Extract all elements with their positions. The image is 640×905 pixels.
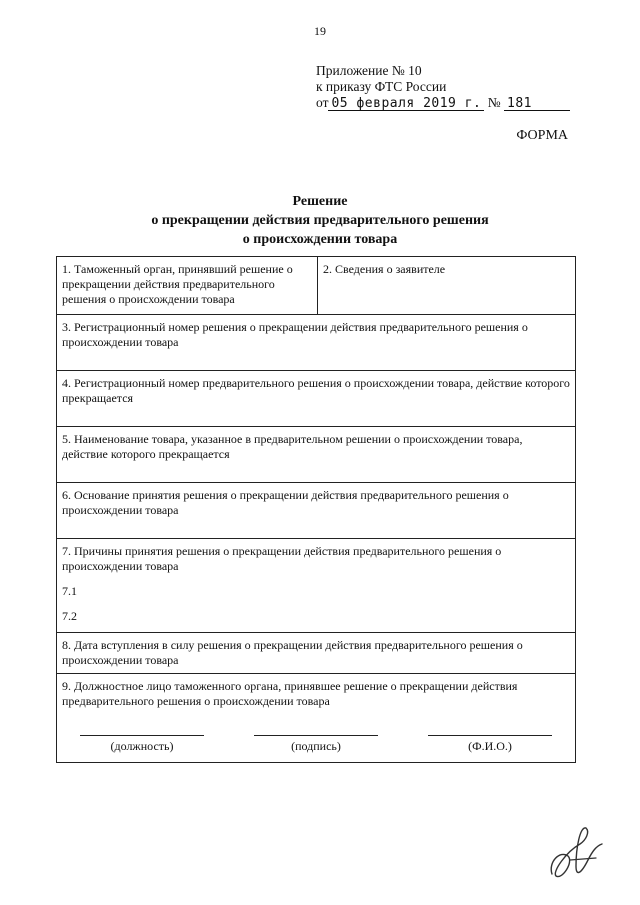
order-date: 05 февраля 2019 г. (328, 97, 484, 111)
field-8-label: 8. Дата вступления в силу решения о прекращении действия предварительного решения о происхождении товара (62, 638, 523, 667)
position-line (80, 735, 204, 736)
decision-form-table (56, 256, 576, 763)
title-line-2: о прекращении действия предварительного решения (151, 213, 489, 228)
position-caption: (должность) (110, 739, 174, 753)
page-number: 19 (314, 24, 326, 38)
field-7-2: 7.2 (62, 609, 77, 623)
field-goods-name (57, 427, 576, 483)
name-caption: (Ф.И.О.) (468, 739, 512, 753)
date-prefix: от (316, 95, 329, 110)
field-decision-number (57, 315, 576, 371)
signature-caption: (подпись) (291, 739, 341, 753)
document-title (0, 192, 640, 249)
number-prefix: № (487, 95, 501, 110)
appendix-date-line (316, 95, 570, 111)
field-7-label: 7. Причины принятия решения о прекращении действия предварительного решения о происхождении товара (62, 544, 502, 573)
order-number: 181 (504, 97, 570, 111)
handwritten-signature-mark (546, 822, 610, 884)
field-5-label: 5. Наименование товара, указанное в предварительном решении о происхождении товара, действие которого прекращается (62, 432, 523, 461)
field-4-label: 4. Регистрационный номер предварительного решения о происхождении товара, действие которого прекращается (62, 376, 570, 405)
position-signature-field (80, 735, 204, 754)
field-7-1: 7.1 (62, 584, 77, 598)
field-official (57, 674, 576, 763)
name-signature-field (428, 735, 552, 754)
field-preliminary-decision-number (57, 371, 576, 427)
field-2-label: 2. Сведения о заявителе (323, 262, 446, 276)
title-line-1: Решение (292, 194, 348, 209)
field-customs-authority (57, 257, 318, 315)
name-line (428, 735, 552, 736)
title-line-3: о происхождении товара (242, 232, 398, 247)
appendix-block (316, 63, 570, 111)
field-3-label: 3. Регистрационный номер решения о прекращении действия предварительного решения о происхождении товара (62, 320, 528, 349)
field-1-label: 1. Таможенный орган, принявший решение о прекращении действия предварительного решения о происхождении товара (62, 262, 293, 306)
field-applicant-info (318, 257, 576, 315)
field-decision-reasons (57, 539, 576, 633)
appendix-title: Приложение № 10 (316, 63, 422, 78)
field-6-label: 6. Основание принятия решения о прекращении действия предварительного решения о происхождении товара (62, 488, 509, 517)
field-effective-date (57, 633, 576, 674)
field-9-label: 9. Должностное лицо таможенного органа, принявшее решение о прекращении действия предварительного решения о происхождении товара (62, 679, 518, 708)
signature-line (254, 735, 378, 736)
appendix-order-ref: к приказу ФТС России (316, 79, 447, 94)
signature-signature-field (254, 735, 378, 754)
signature-row (62, 735, 570, 754)
field-decision-basis (57, 483, 576, 539)
form-label: ФОРМА (516, 128, 568, 143)
